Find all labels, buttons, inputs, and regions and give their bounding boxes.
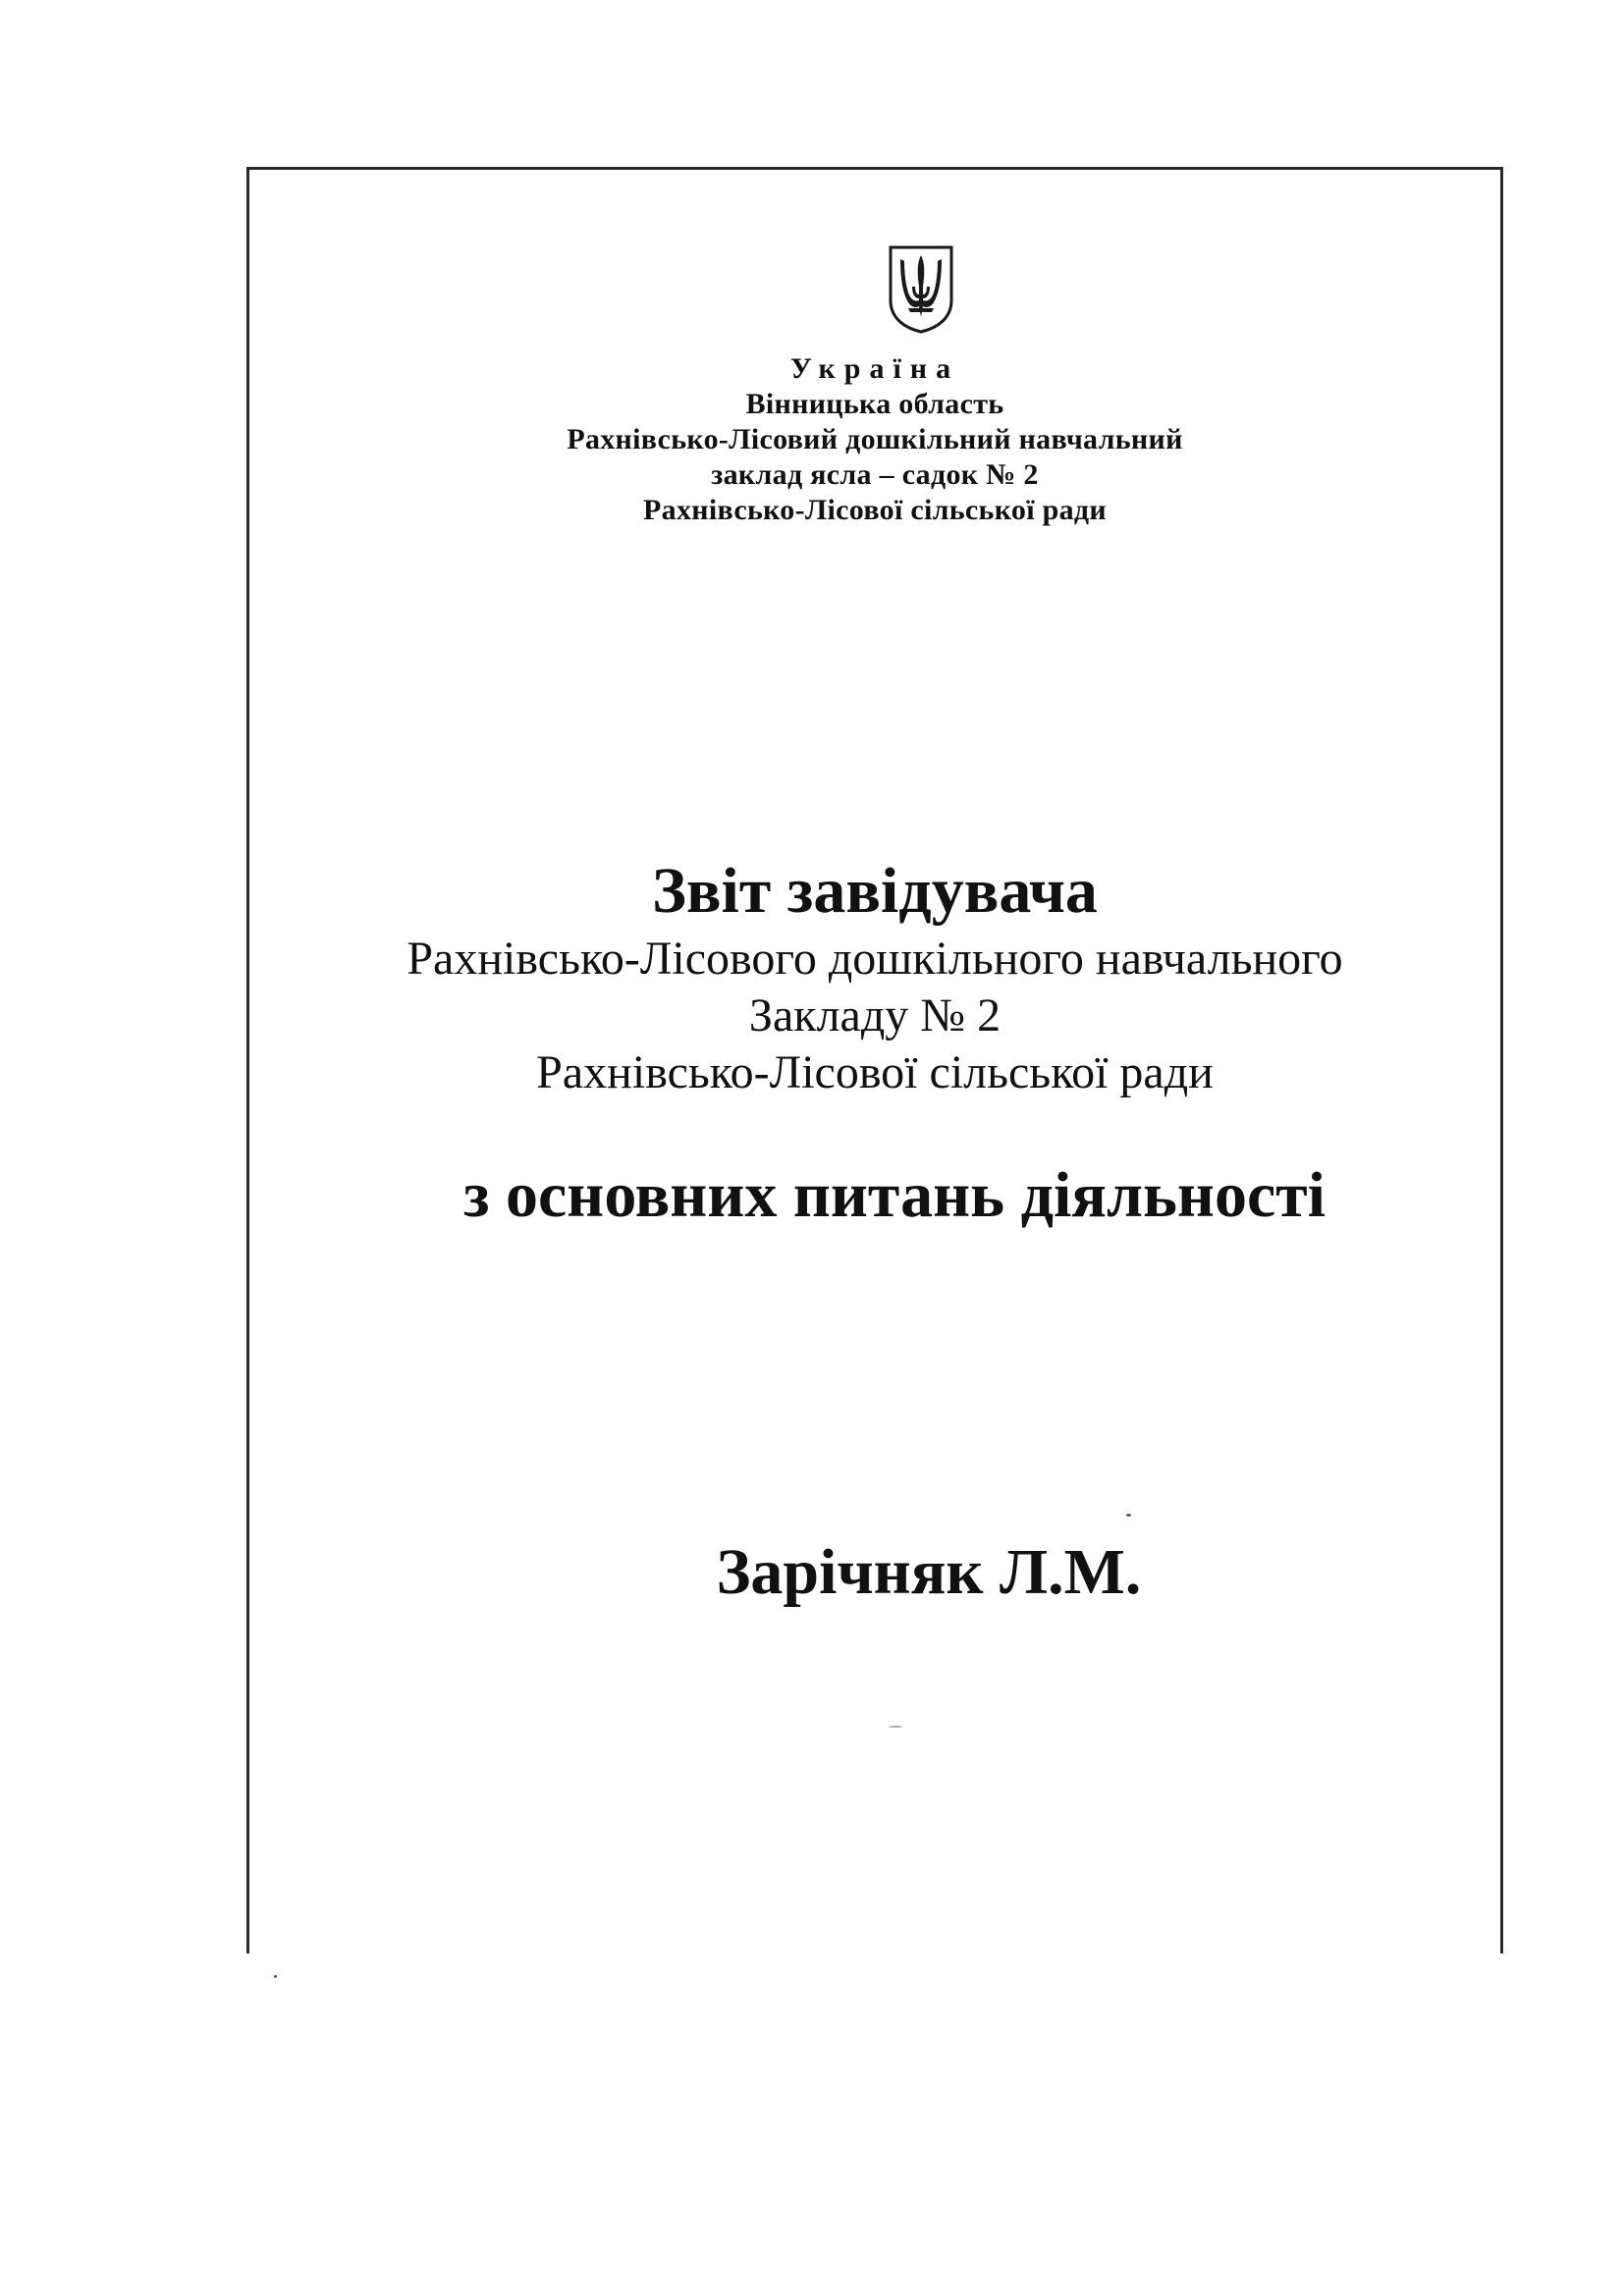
institution-name-line1: Рахнівсько-Лісовий дошкільний навчальний	[567, 423, 1183, 455]
institution-name-line2: заклад ясла – садок № 2	[711, 458, 1039, 491]
report-subtitle-line2: Закладу № 2	[748, 989, 1001, 1041]
scan-speck	[274, 1975, 277, 1978]
report-subtitle-line3: Рахнівсько-Лісової сільської ради	[536, 1046, 1214, 1098]
report-subtitle-line1: Рахнівсько-Лісового дошкільного навчального	[406, 933, 1343, 985]
report-title-block	[246, 852, 1503, 1101]
region-name: Вінницька область	[745, 388, 1004, 420]
report-title: Звіт завідувача	[652, 855, 1098, 927]
author-name: Зарічняк Л.М.	[716, 1536, 1142, 1608]
scan-speck	[1126, 1514, 1131, 1517]
scan-speck	[889, 1726, 902, 1728]
institution-header	[246, 351, 1503, 528]
trident-coat-of-arms-icon	[887, 243, 955, 334]
report-topic: з основних питань діяльності	[462, 1159, 1326, 1231]
country-name: Україна	[789, 352, 960, 385]
council-name: Рахнівсько-Лісової сільської ради	[643, 494, 1107, 526]
